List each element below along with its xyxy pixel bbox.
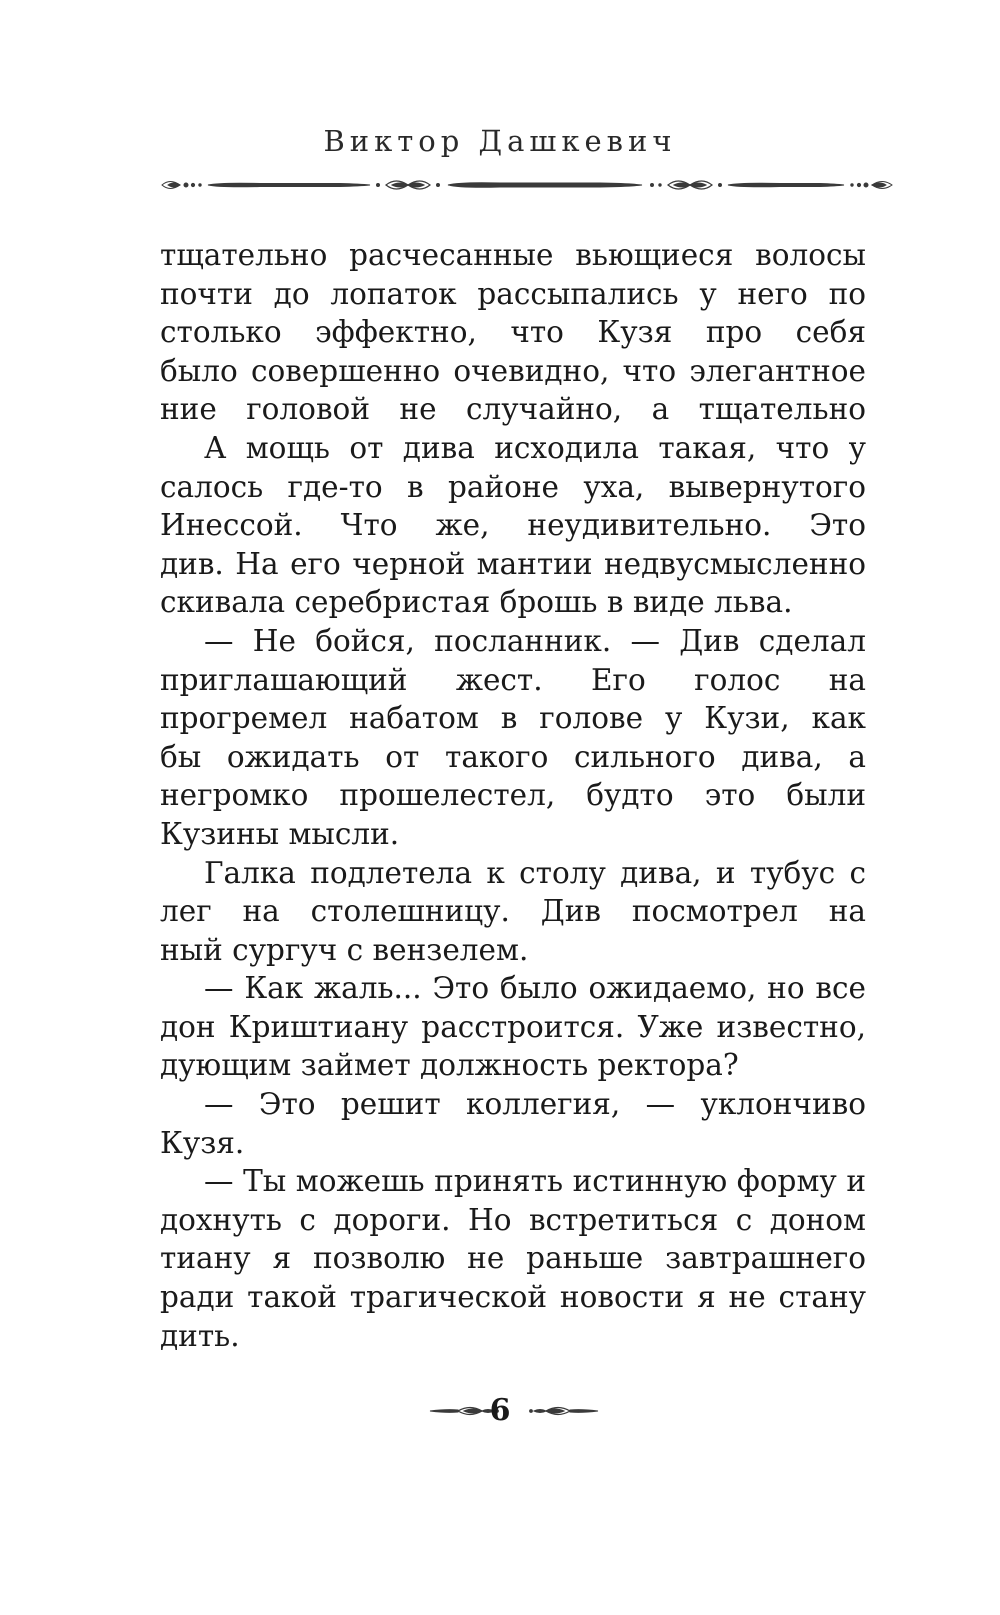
text-line: дон Криштиану расстроится. Уже известно, xyxy=(160,1009,866,1044)
text-line: ный сургуч с вензелем. xyxy=(160,932,529,967)
text-line: — Как жаль... Это было ожидаемо, но все xyxy=(204,971,866,1006)
text-line: — Ты можешь принять истинную форму и xyxy=(204,1164,866,1199)
text-line: скивала серебристая брошь в виде льва. xyxy=(160,585,793,620)
text-line: негромко прошелестел, будто это были xyxy=(160,778,866,813)
text-line: А мощь от дива исходила такая, что у xyxy=(204,430,866,465)
text-line: бы ожидать от такого сильного дива, а xyxy=(160,739,866,774)
text-line: тиану я позволю не раньше завтрашнего xyxy=(160,1241,866,1276)
text-line: ради такой трагической новости я не стану xyxy=(160,1280,866,1315)
text-line: почти до лопаток рассыпались у него по xyxy=(160,276,866,311)
header-ornament-divider xyxy=(160,174,894,196)
text-line: — Не бойся, посланник. — Див сделал xyxy=(204,623,866,658)
text-line: дохнуть с дороги. Но встретиться с доном xyxy=(160,1202,866,1237)
text-line: Галка подлетела к столу дива, и тубус с xyxy=(204,855,866,890)
text-line: — Это решит коллегия, — уклончиво xyxy=(204,1087,866,1122)
right-folio-ornament-icon xyxy=(528,1402,600,1420)
page-number: 6 xyxy=(489,1393,511,1428)
text-line: Кузя. xyxy=(160,1125,245,1160)
text-line: было совершенно очевидно, что элегантное xyxy=(160,353,866,388)
text-line: тщательно расчесанные вьющиеся волосы xyxy=(160,238,866,272)
text-line: ние головой не случайно, а тщательно xyxy=(160,392,866,427)
text-line: салось где-то в районе уха, вывернутого xyxy=(160,469,866,504)
text-line: столько эффектно, что Кузя про себя xyxy=(160,315,866,350)
running-head-author: Виктор Дашкевич xyxy=(323,124,677,158)
text-line: прогремел набатом в голове у Кузи, как xyxy=(160,701,866,736)
text-line: Инессой. Что же, неудивительно. Это xyxy=(160,508,866,543)
text-line: дить. xyxy=(160,1318,240,1353)
body-text xyxy=(160,236,866,1355)
text-line: див. На его черной мантии недвусмысленно xyxy=(160,546,866,581)
page-footer xyxy=(0,1392,1000,1432)
text-line: лег на столешницу. Див посмотрел на xyxy=(160,894,866,929)
text-line: дующим займет должность ректора? xyxy=(160,1048,739,1083)
text-line: Кузины мысли. xyxy=(160,816,400,851)
text-line: приглашающий жест. Его голос на xyxy=(160,662,866,697)
